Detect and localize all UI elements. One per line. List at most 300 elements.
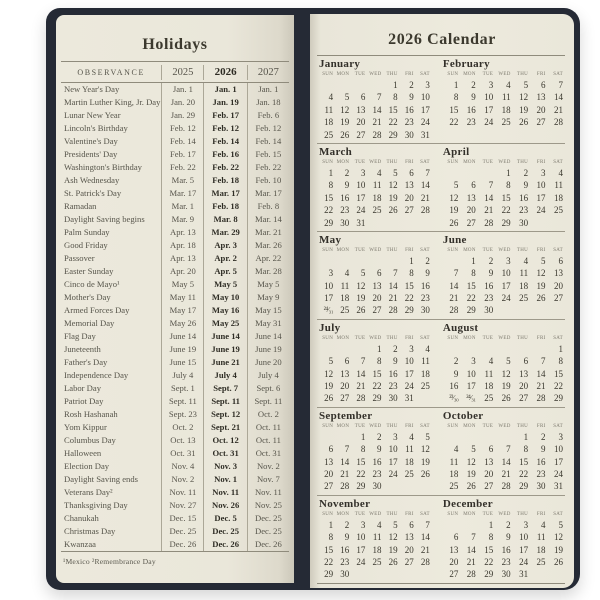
holiday-name: Labor Day xyxy=(64,383,101,393)
weekday-label: SUN xyxy=(447,159,459,165)
week-row xyxy=(319,280,432,292)
weekday-label: MON xyxy=(336,511,350,517)
day-cell: 8 xyxy=(360,444,366,455)
day-cell: 21 xyxy=(554,104,563,115)
day-cell: 4 xyxy=(377,519,382,530)
day-cell: 22 xyxy=(324,556,334,567)
month-pair-row xyxy=(317,143,565,231)
holiday-date-2026: Jan. 1 xyxy=(203,83,246,96)
holiday-date-2025: May 17 xyxy=(161,304,203,317)
day-cell: 2 xyxy=(453,356,459,367)
day-cell: 10 xyxy=(420,92,430,103)
day-cell: 27 xyxy=(404,556,414,567)
day-cell: 7 xyxy=(471,532,476,543)
holiday-date-2026: Mar. 29 xyxy=(203,226,246,239)
weekday-label: THU xyxy=(386,72,398,77)
holiday-date-2026: Nov. 26 xyxy=(203,499,246,512)
day-cell: 9 xyxy=(409,92,414,103)
day-cell: 27 xyxy=(554,293,563,304)
empty-day-cell xyxy=(335,343,351,355)
week-row xyxy=(319,556,432,568)
day-cell: 22 xyxy=(554,381,563,392)
week-row xyxy=(319,531,432,543)
weekday-label: FRI xyxy=(405,247,414,253)
day-cell: 27 xyxy=(356,129,366,140)
holiday-date-2026: Feb. 18 xyxy=(203,174,246,187)
day-cell: 23 xyxy=(404,117,414,128)
day-cell: 10 xyxy=(466,368,476,379)
day-cell: ²⁴⁄₃₁ xyxy=(323,305,334,315)
holiday-name: Yom Kippur xyxy=(64,422,107,432)
day-cell: 8 xyxy=(409,268,414,279)
holiday-date-2027: Feb. 22 xyxy=(247,161,289,174)
holiday-date-2026: Feb. 14 xyxy=(203,135,246,148)
day-cell: 17 xyxy=(466,381,476,392)
day-cell: 30 xyxy=(388,393,398,404)
day-cell: 20 xyxy=(372,293,382,304)
day-cell: 25 xyxy=(501,117,511,128)
column-header-observance: OBSERVANCE xyxy=(77,68,145,77)
weekday-label: THU xyxy=(516,511,529,517)
day-cell: 21 xyxy=(420,192,430,203)
weekday-label: THU xyxy=(386,511,398,517)
holiday-row xyxy=(61,304,289,317)
day-cell: 10 xyxy=(501,268,511,279)
day-cell: 14 xyxy=(449,280,459,291)
holiday-date-2026: Sept. 7 xyxy=(203,382,246,395)
day-cell: 13 xyxy=(404,532,414,543)
month-name: June xyxy=(442,233,467,246)
day-cell: 16 xyxy=(388,368,398,379)
day-cell: 18 xyxy=(484,381,494,392)
holiday-row xyxy=(61,499,289,512)
day-cell: 20 xyxy=(484,468,494,479)
holiday-date-2026: Jan. 19 xyxy=(203,96,246,109)
day-cell: 15 xyxy=(519,456,529,467)
weekday-label: WED xyxy=(369,511,382,517)
holiday-name: Lincoln's Birthday xyxy=(64,123,128,133)
week-row xyxy=(443,468,565,480)
holiday-date-2027: Mar. 26 xyxy=(247,239,289,252)
day-cell: 11 xyxy=(421,356,430,367)
month-february xyxy=(441,58,565,141)
day-cell: 15 xyxy=(324,192,334,203)
holiday-date-2025: July 4 xyxy=(161,369,203,382)
day-cell: 19 xyxy=(324,381,334,392)
holiday-name: Ramadan xyxy=(64,201,97,211)
empty-day-cell xyxy=(335,255,351,267)
day-cell: 27 xyxy=(519,393,529,404)
day-cell: 21 xyxy=(466,556,476,567)
day-cell: 17 xyxy=(404,368,414,379)
holiday-name: Daylight Saving ends xyxy=(64,474,138,484)
holiday-row xyxy=(61,148,289,161)
column-header-2026: 2026 xyxy=(203,65,246,80)
day-cell: 4 xyxy=(541,519,546,530)
day-cell: 25 xyxy=(372,556,382,567)
day-cell: 26 xyxy=(536,293,546,304)
day-cell: 26 xyxy=(420,468,430,479)
month-name: July xyxy=(319,321,341,334)
day-cell: 28 xyxy=(554,117,563,128)
weekday-label: THU xyxy=(386,247,398,253)
week-row xyxy=(319,380,432,392)
day-cell: 1 xyxy=(360,431,366,442)
week-row xyxy=(443,116,565,128)
day-cell: 18 xyxy=(501,104,511,115)
holiday-name: Veterans Day² xyxy=(64,487,113,497)
holiday-date-2025: Apr. 18 xyxy=(161,239,203,252)
day-cell: 6 xyxy=(541,80,546,90)
day-cell: 21 xyxy=(501,468,511,479)
holiday-date-2027: Mar. 28 xyxy=(247,265,289,278)
holiday-row xyxy=(61,200,289,213)
weekday-label: THU xyxy=(516,72,529,77)
day-cell: 15 xyxy=(449,104,459,115)
holiday-name: Presidents' Day xyxy=(64,149,118,159)
day-cell: 4 xyxy=(506,80,511,90)
holiday-name: New Year's Day xyxy=(64,84,120,94)
holiday-name: Easter Sunday xyxy=(64,266,114,276)
day-cell: 11 xyxy=(536,532,546,543)
empty-day-cell xyxy=(367,217,383,229)
day-cell: 7 xyxy=(453,268,459,279)
weekday-label: TUE xyxy=(482,423,494,429)
day-cell: 27 xyxy=(372,305,382,316)
weekday-label: SAT xyxy=(420,159,430,165)
day-cell: 16 xyxy=(340,544,350,555)
empty-day-cell xyxy=(478,167,495,179)
week-row xyxy=(319,179,432,191)
holiday-date-2026: May 25 xyxy=(203,317,246,330)
day-cell: 20 xyxy=(519,381,529,392)
day-cell: 23 xyxy=(340,556,350,567)
day-cell: 9 xyxy=(523,180,529,191)
calendar-page-title: 2026 Calendar xyxy=(388,31,496,48)
day-cell: 5 xyxy=(425,431,430,442)
month-pair-row xyxy=(317,407,565,495)
day-cell: 6 xyxy=(377,268,382,279)
holidays-page xyxy=(56,15,294,583)
day-cell: 19 xyxy=(388,544,398,555)
day-cell: 9 xyxy=(453,368,459,379)
holiday-date-2027: May 15 xyxy=(247,304,289,317)
day-cell: 5 xyxy=(360,268,366,279)
week-row xyxy=(319,392,432,404)
day-cell: 7 xyxy=(488,180,494,191)
empty-day-cell xyxy=(351,568,367,580)
day-cell: 24 xyxy=(519,556,529,567)
day-cell: 22 xyxy=(324,205,334,216)
day-cell: 18 xyxy=(372,192,382,203)
weekday-label: THU xyxy=(386,159,398,165)
day-cell: 2 xyxy=(425,255,430,266)
weekday-label: THU xyxy=(386,335,398,341)
day-cell: 10 xyxy=(356,532,366,543)
day-cell: 14 xyxy=(501,456,511,467)
week-row xyxy=(319,443,432,455)
holiday-date-2026: Sept. 11 xyxy=(203,395,246,408)
day-cell: 30 xyxy=(420,305,430,316)
day-cell: 9 xyxy=(488,268,494,279)
day-cell: 21 xyxy=(388,293,398,304)
day-cell: 4 xyxy=(328,92,334,103)
holiday-name: Ash Wednesday xyxy=(64,175,120,185)
holiday-date-2027: Oct. 2 xyxy=(247,408,289,421)
weekday-label: FRI xyxy=(405,159,414,165)
holiday-date-2026: Dec. 25 xyxy=(203,525,246,538)
day-cell: 20 xyxy=(404,192,414,203)
empty-day-cell xyxy=(351,255,367,267)
week-row xyxy=(443,392,565,404)
holiday-date-2026: Nov. 11 xyxy=(203,486,246,499)
weekday-label: SUN xyxy=(447,423,459,429)
weekday-label: TUE xyxy=(482,511,494,517)
holiday-name: Rosh Hashanah xyxy=(64,409,118,419)
day-cell: 1 xyxy=(393,80,398,90)
day-cell: 28 xyxy=(388,305,398,316)
day-cell: 20 xyxy=(356,117,366,128)
day-cell: 27 xyxy=(324,481,334,492)
weekday-label: FRI xyxy=(405,335,414,341)
holiday-date-2025: Nov. 11 xyxy=(161,486,203,499)
day-cell: 3 xyxy=(409,343,414,354)
day-cell: 22 xyxy=(519,468,529,479)
day-cell: 1 xyxy=(506,167,511,178)
day-cell: 17 xyxy=(388,456,398,467)
weekday-label: TUE xyxy=(482,159,494,165)
day-cell: 23 xyxy=(466,117,476,128)
day-cell: 1 xyxy=(471,255,476,266)
year-calendar-grid xyxy=(317,55,565,584)
weekday-label: TUE xyxy=(482,72,494,77)
day-cell: 8 xyxy=(377,356,382,367)
holiday-name: Chanukah xyxy=(64,513,99,523)
week-row xyxy=(319,192,432,204)
day-cell: 29 xyxy=(324,217,334,228)
weekday-label: SAT xyxy=(553,511,563,517)
week-row xyxy=(443,167,565,179)
holiday-row xyxy=(61,460,289,473)
weekday-label: WED xyxy=(369,423,382,429)
weekday-label: SUN xyxy=(447,335,459,341)
month-pair-row xyxy=(317,56,565,143)
week-row xyxy=(443,443,565,455)
day-cell: 18 xyxy=(372,544,382,555)
day-cell: 29 xyxy=(324,569,334,580)
holiday-row xyxy=(61,421,289,434)
weekday-label: SAT xyxy=(420,247,430,253)
month-name: May xyxy=(319,233,342,246)
day-cell: 13 xyxy=(484,456,494,467)
day-cell: 9 xyxy=(506,532,511,543)
holiday-date-2027: Nov. 25 xyxy=(247,499,289,512)
holiday-date-2025: Mar. 1 xyxy=(161,200,203,213)
holiday-row xyxy=(61,525,289,538)
holiday-row xyxy=(61,161,289,174)
week-row xyxy=(319,267,432,279)
week-row xyxy=(319,456,432,468)
holiday-date-2026: May 16 xyxy=(203,304,246,317)
weekday-label: TUE xyxy=(354,72,366,77)
day-cell: 7 xyxy=(360,356,366,367)
empty-day-cell xyxy=(443,519,460,531)
day-cell: 1 xyxy=(377,343,382,354)
holiday-date-2025: Feb. 22 xyxy=(161,161,203,174)
weekday-label: WED xyxy=(498,159,511,165)
day-cell: 24 xyxy=(388,468,398,479)
day-cell: 6 xyxy=(344,356,350,367)
day-cell: 21 xyxy=(484,205,494,216)
holiday-row xyxy=(61,291,289,304)
month-name: October xyxy=(442,409,484,422)
day-cell: 8 xyxy=(453,92,459,103)
day-cell: 14 xyxy=(420,532,430,543)
holiday-date-2027: Feb. 6 xyxy=(247,109,289,122)
empty-day-cell xyxy=(443,431,460,443)
empty-day-cell xyxy=(384,255,400,267)
day-cell: 17 xyxy=(501,280,511,291)
holiday-name: Columbus Day xyxy=(64,435,116,445)
holiday-date-2027: Sept. 11 xyxy=(247,395,289,408)
week-row xyxy=(443,217,565,229)
holiday-name: Kwanzaa xyxy=(64,539,96,549)
holiday-name: Thanksgiving Day xyxy=(64,500,128,510)
day-cell: 23 xyxy=(340,205,350,216)
holiday-date-2027: Oct. 31 xyxy=(247,447,289,460)
holiday-row xyxy=(61,473,289,486)
day-cell: 10 xyxy=(536,180,546,191)
day-cell: 21 xyxy=(449,293,459,304)
weekday-label: SUN xyxy=(447,72,459,77)
day-cell: 23 xyxy=(388,381,398,392)
day-cell: 14 xyxy=(388,280,398,291)
day-cell: 12 xyxy=(536,268,546,279)
holiday-date-2027: Feb. 10 xyxy=(247,174,289,187)
month-name: August xyxy=(442,321,479,334)
day-cell: 25 xyxy=(554,205,563,216)
day-cell: 3 xyxy=(393,431,398,442)
holiday-date-2025: Jan. 20 xyxy=(161,96,203,109)
day-cell: 20 xyxy=(466,205,476,216)
weekday-label: MON xyxy=(463,511,476,517)
day-cell: 12 xyxy=(356,280,366,291)
day-cell: 25 xyxy=(372,205,382,216)
day-cell: 7 xyxy=(377,92,382,103)
holiday-date-2025: Feb. 17 xyxy=(161,148,203,161)
day-cell: 25 xyxy=(484,393,494,404)
holiday-date-2027: June 20 xyxy=(247,356,289,369)
holiday-date-2025: Dec. 15 xyxy=(161,512,203,525)
week-row xyxy=(319,355,432,367)
holiday-row xyxy=(61,486,289,499)
empty-day-cell xyxy=(495,431,512,443)
day-cell: ²³⁄₃₀ xyxy=(449,393,459,403)
month-name: November xyxy=(319,497,371,510)
day-cell: 1 xyxy=(409,255,414,266)
day-cell: 13 xyxy=(324,456,334,467)
holiday-date-2026: May 5 xyxy=(203,278,246,291)
week-row xyxy=(443,343,565,355)
day-cell: 22 xyxy=(404,293,414,304)
day-cell: 2 xyxy=(344,519,350,530)
week-row xyxy=(319,304,432,316)
day-cell: 7 xyxy=(425,167,430,178)
empty-day-cell xyxy=(384,217,400,229)
day-cell: 1 xyxy=(328,167,334,178)
weekday-label: SAT xyxy=(553,247,563,253)
holiday-date-2026: Nov. 3 xyxy=(203,460,246,473)
weekday-label: FRI xyxy=(536,159,546,165)
day-cell: 19 xyxy=(420,456,430,467)
day-cell: 30 xyxy=(501,569,511,580)
day-cell: 28 xyxy=(466,569,476,580)
day-cell: 16 xyxy=(420,280,430,291)
week-row xyxy=(319,116,432,128)
empty-day-cell xyxy=(416,480,432,492)
empty-day-cell xyxy=(367,255,383,267)
weekday-label: WED xyxy=(369,72,382,77)
holiday-date-2025: June 14 xyxy=(161,330,203,343)
holiday-name: Father's Day xyxy=(64,357,108,367)
day-cell: 29 xyxy=(501,217,511,228)
weekday-label: MON xyxy=(336,423,350,429)
empty-day-cell xyxy=(530,343,547,355)
holiday-row xyxy=(61,265,289,278)
day-cell: 30 xyxy=(536,481,546,492)
weekday-label: WED xyxy=(498,423,511,429)
day-cell: 15 xyxy=(324,544,334,555)
holiday-date-2026: Sept. 21 xyxy=(203,421,246,434)
empty-day-cell xyxy=(495,343,512,355)
day-cell: 25 xyxy=(324,129,334,140)
day-cell: 31 xyxy=(356,217,366,228)
holiday-date-2026: Apr. 3 xyxy=(203,239,246,252)
day-cell: 11 xyxy=(372,532,382,543)
day-cell: 9 xyxy=(344,180,350,191)
weekday-label: MON xyxy=(336,335,350,341)
weekday-label: SUN xyxy=(447,511,459,517)
weekday-label: MON xyxy=(336,247,350,253)
holiday-date-2025: Sept. 23 xyxy=(161,408,203,421)
weekday-label: SUN xyxy=(447,247,459,253)
day-cell: 30 xyxy=(519,217,529,228)
month-name: February xyxy=(442,58,490,70)
month-june xyxy=(441,234,565,317)
pocket-planner-cover xyxy=(46,8,580,590)
weekday-label: MON xyxy=(463,335,476,341)
day-cell: 9 xyxy=(377,444,382,455)
day-cell: 25 xyxy=(420,381,430,392)
day-cell: 31 xyxy=(554,481,563,492)
day-cell: 20 xyxy=(324,468,334,479)
weekday-label: FRI xyxy=(405,423,414,429)
day-cell: 5 xyxy=(558,519,563,530)
holiday-row xyxy=(61,369,289,382)
month-pair-row xyxy=(317,319,565,407)
holiday-row xyxy=(61,83,289,96)
holiday-date-2027: Feb. 15 xyxy=(247,148,289,161)
week-row xyxy=(443,179,565,191)
month-name: December xyxy=(442,497,493,510)
week-row xyxy=(319,204,432,216)
holiday-name: Independence Day xyxy=(64,370,129,380)
empty-day-cell xyxy=(513,343,530,355)
day-cell: 14 xyxy=(420,180,430,191)
day-cell: 4 xyxy=(425,343,430,354)
weekday-label: MON xyxy=(463,159,476,165)
day-cell: 10 xyxy=(356,180,366,191)
